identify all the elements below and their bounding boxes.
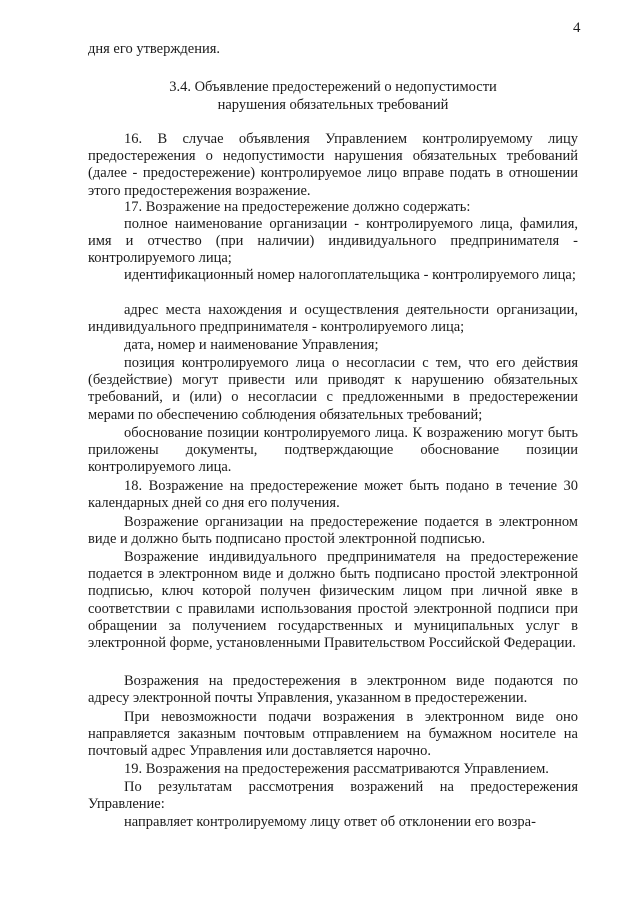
paragraph-18: 18. Возражение на предостережение может быть подано в течение 30 календарных дней со дня его получения. <box>88 478 578 512</box>
paragraph-18-entrepreneur: Возражение индивидуального предпринимателя на предостережение подается в электронном виде и должно быть подписано простой электронной подписью, ключ которой получен физическим лицом при личной явке в соответствии с правилами использования простой электронной подписи при обращении за получением государственных и муниципальных услуг в электронной форме, установленными Правительством Российской Федерации. <box>88 549 578 652</box>
paragraph-18-email: Возражения на предостережения в электронном виде подаются по адресу электронной почты Управления, указанном в предостережении. <box>88 673 578 707</box>
paragraph-19-results: По результатам рассмотрения возражений на предостережения Управление: <box>88 779 578 813</box>
paragraph-16: 16. В случае объявления Управлением контролируемому лицу предостережения о недопустимости нарушения обязательных требований (далее - предостережение) контролируемое лицо вправе подать в отношении этого предостережения возражение. <box>88 131 578 199</box>
paragraph-18-postal: При невозможности подачи возражения в электронном виде оно направляется заказным почтовым отправлением на бумажном носителе на почтовый адрес Управления или доставляется нарочно. <box>88 709 578 760</box>
paragraph-19-response: направляет контролируемому лицу ответ об отклонении его возра- <box>124 814 536 830</box>
paragraph-17-item-justification: обоснование позиции контролируемого лица. К возражению могут быть приложены документы, подтверждающие обоснование позиции контролируемого лица. <box>88 425 578 476</box>
paragraph-17-item-inn: идентификационный номер налогоплательщика - контролируемого лица; <box>124 267 576 283</box>
paragraph-19: 19. Возражения на предостережения рассматриваются Управлением. <box>124 761 549 777</box>
paragraph-17-item-date: дата, номер и наименование Управления; <box>124 337 379 353</box>
section-heading-line-1: 3.4. Объявление предостережений о недопустимости <box>169 79 497 95</box>
section-heading <box>88 79 578 114</box>
paragraph-17-item-name: полное наименование организации - контролируемого лица, фамилия, имя и отчество (при наличии) индивидуального предпринимателя - контролируемого лица; <box>88 216 578 267</box>
paragraph-17-item-address: адрес места нахождения и осуществления деятельности организации, индивидуального предпринимателя - контролируемого лица; <box>88 302 578 336</box>
paragraph-18-organization: Возражение организации на предостережение подается в электронном виде и должно быть подписано простой электронной подписью. <box>88 514 578 548</box>
intro-tail-text: дня его утверждения. <box>88 41 221 57</box>
paragraph-17: 17. Возражение на предостережение должно содержать: <box>124 199 471 215</box>
page-number: 4 <box>573 20 581 36</box>
section-heading-line-2: нарушения обязательных требований <box>217 96 449 113</box>
paragraph-17-item-position: позиция контролируемого лица о несогласии с тем, что его действия (бездействие) могут привести или приводят к нарушению обязательных требований, и (или) о несогласии с предложенными в предостережении мерами по обеспечению соблюдения обязательных требований; <box>88 355 578 423</box>
